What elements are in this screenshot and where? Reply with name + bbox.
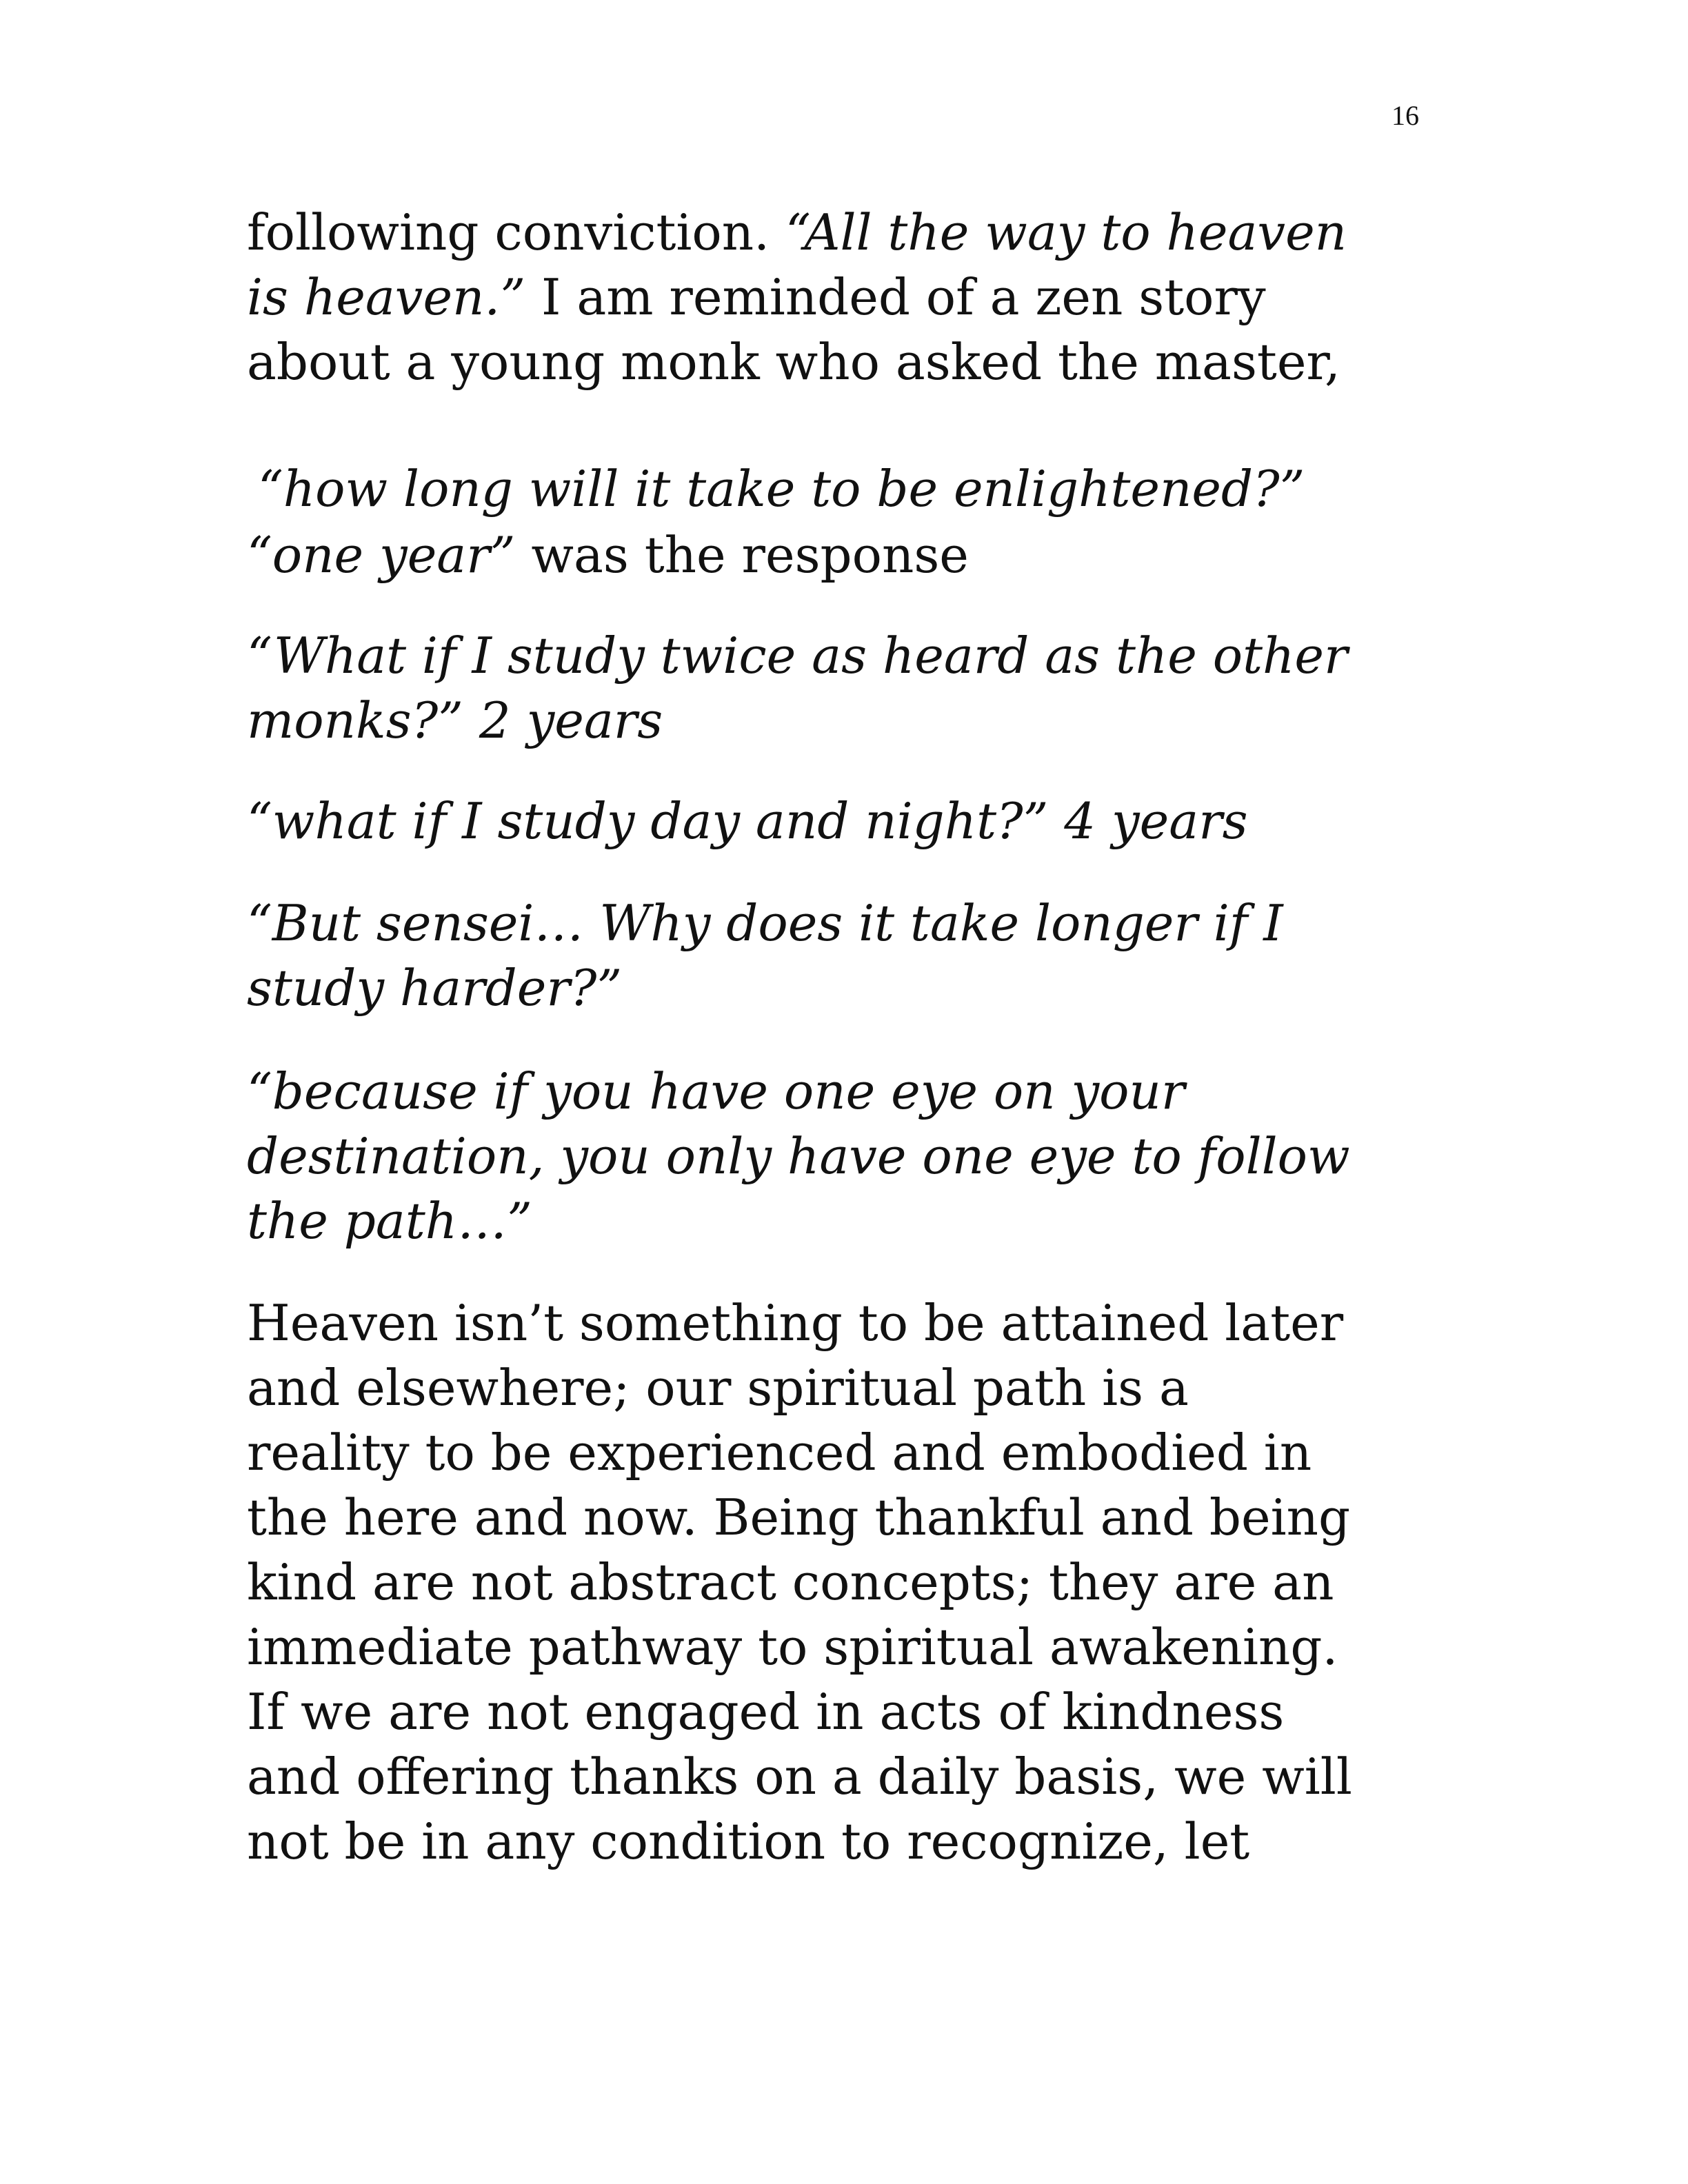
paragraph-line: immediate pathway to spiritual awakening. [247,1618,1338,1676]
dialogue-question-2 [247,623,1460,753]
italic-quote: “All the way to heaven [785,203,1347,261]
page-number: 16 [1391,100,1419,131]
dialogue-question-1 [258,456,1471,521]
italic-quote: is heaven.” [247,268,526,326]
dialogue-question-4 [247,891,1460,1020]
text-run: was the response [515,526,969,584]
dialogue-line: “what if I study day and night?” 4 years [247,792,1248,850]
paragraph-line: the here and now. Being thankful and being [247,1488,1351,1546]
italic-quote: “one year” [247,526,516,584]
dialogue-line: destination, you only have one eye to follow [247,1127,1350,1185]
paragraph-line: If we are not engaged in acts of kindness [247,1683,1285,1741]
dialogue-answer-final [247,1059,1460,1253]
paragraph-line: and offering thanks on a daily basis, we will [247,1748,1352,1806]
text-run: I am reminded of a zen story [525,268,1266,326]
dialogue-line [247,523,1460,587]
paragraph-line [247,200,1460,265]
dialogue-line: “because if you have one eye on your [247,1062,1185,1120]
paragraph-line: about a young monk who asked the master, [247,333,1340,391]
dialogue-line: “What if I study twice as heard as the other [247,627,1348,685]
closing-paragraph [247,1291,1460,1874]
dialogue-question-3 [247,789,1460,853]
paragraph-line: not be in any condition to recognize, let [247,1812,1250,1870]
paragraph-line: and elsewhere; our spiritual path is a [247,1359,1189,1417]
opening-paragraph [247,200,1460,394]
paragraph-line: reality to be experienced and embodied in [247,1424,1312,1482]
dialogue-line: monks?” 2 years [247,691,663,749]
dialogue-line: “how long will it take to be enlightened?” [258,460,1305,518]
dialogue-answer-1 [247,523,1460,587]
dialogue-line: “But sensei… Why does it take longer if I [247,894,1283,952]
paragraph-line [247,265,1460,330]
paragraph-line: Heaven isn’t something to be attained later [247,1294,1344,1352]
dialogue-line: the path…” [247,1192,532,1250]
dialogue-line: study harder?” [247,959,623,1017]
text-run: following conviction. [247,203,785,261]
paragraph-line: kind are not abstract concepts; they are an [247,1553,1334,1611]
